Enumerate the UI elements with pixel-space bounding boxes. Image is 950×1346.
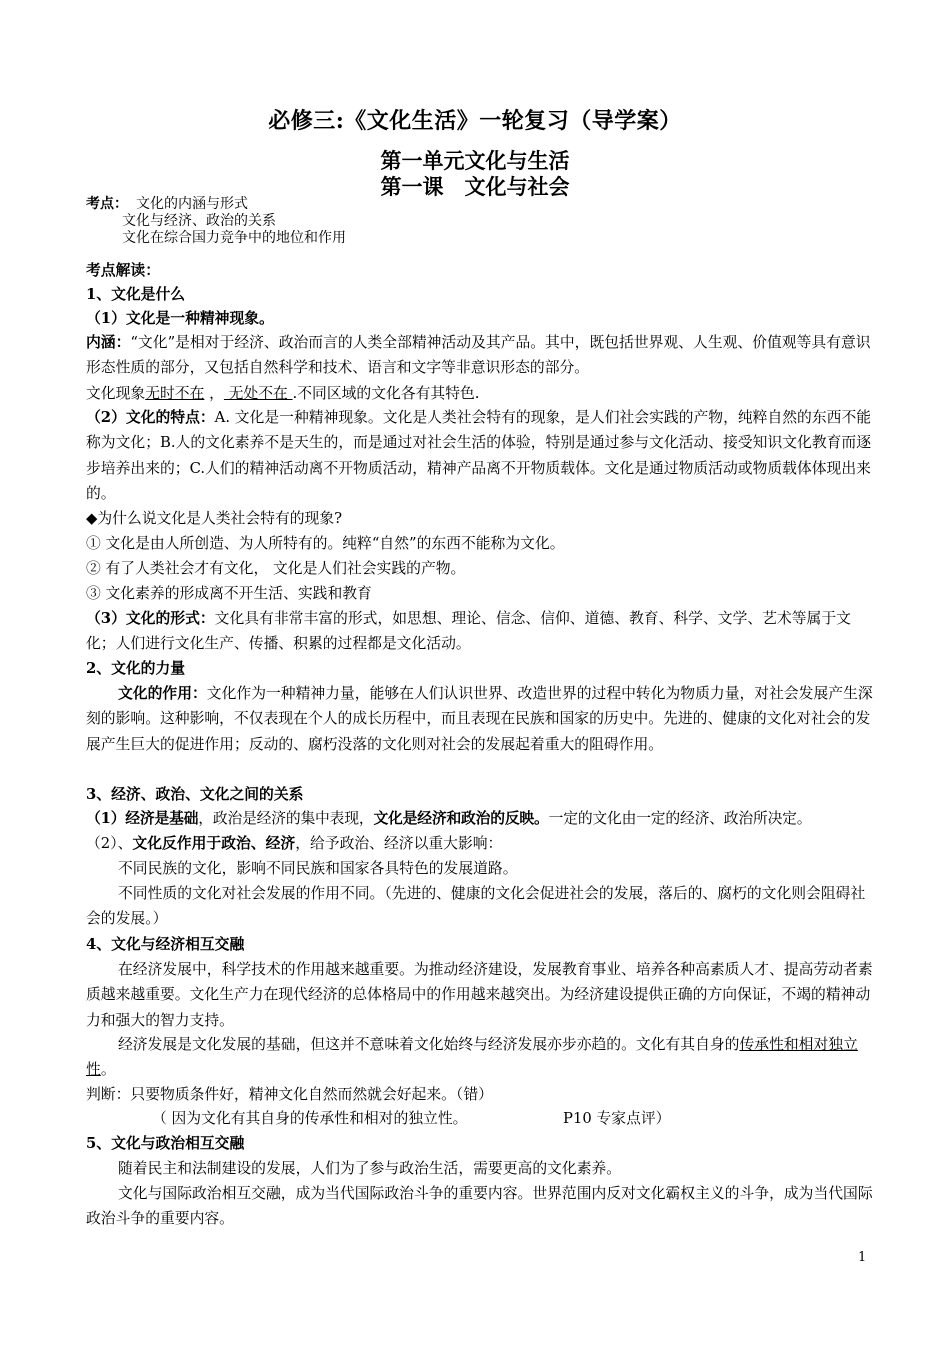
answer-line: ② 有了人类社会才有文化， 文化是人们社会实践的产物。 <box>86 560 466 577</box>
bold-text: 文化反作用于政治、经济 <box>132 835 296 852</box>
text-segment: 一定的文化由一定的经济、政治所决定。 <box>548 810 812 827</box>
section-heading: 1、文化是什么 <box>86 286 186 303</box>
reason-line: （ 因为文化有其自身的传承性和相对的独立性。 <box>152 1110 468 1127</box>
text-segment: ，政治是经济的集中表现， <box>198 810 374 827</box>
fanzuoyong-line <box>86 831 876 856</box>
kaodian-item: 文化的内涵与形式 <box>136 196 248 212</box>
tedian-paragraph <box>86 405 876 506</box>
neihan-paragraph <box>86 330 876 381</box>
text-segment: 。 <box>100 1061 116 1079</box>
xingshi-label: （3）文化的形式： <box>86 610 215 627</box>
bold-text: 文化是经济和政治的反映。 <box>373 810 549 827</box>
tedian-text: A. 文化是一种精神现象。文化是人类社会特有的现象，是人们社会实践的产物，纯粹自然的东西不能称为文化；B.人的文化素养不是天生的，而是通过对社会生活的体验，特别是通过参与文化活动、接受知识文化教育而逐步培养出来的；C.人们的精神活动离不开物质活动，精神产品离不开物质载体。文化是通过物质活动或物质载体体现出来的。 <box>86 409 872 502</box>
answer-line: ③ 文化素养的形成离不开生活、实践和教育 <box>86 585 372 602</box>
neihan-text: “文化”是相对于经济、政治而言的人类全部精神活动及其产品。其中，既包括世界观、人生观、价值观等具有意识形态性质的部分，又包括自然科学和技术、语言和文字等非意识形态的部分。 <box>86 334 871 377</box>
question-line: ◆为什么说文化是人类社会特有的现象? <box>86 510 343 527</box>
subsection-heading: （1）文化是一种精神现象。 <box>86 310 274 327</box>
underlined-text: 无处不在 <box>223 385 293 402</box>
kaodian-item: 文化与经济、政治的关系 <box>122 213 276 229</box>
kaodian-item: 文化在综合国力竞争中的地位和作用 <box>122 230 346 246</box>
underlined-text: 传承性和相对独立性 <box>86 1036 858 1079</box>
kaodian-label: 考点： <box>86 196 128 212</box>
section-heading: 5、文化与政治相互交融 <box>86 1135 245 1152</box>
unit-title: 第一单元文化与生活 <box>380 148 570 173</box>
zuoyong-text: 文化作为一种精神力量，能够在人们认识世界、改造世界的过程中转化为物质力量，对社会发展产生深刻的影响。这种影响，不仅表现在个人的成长历程中，而且表现在民族和国家的历史中。先进的、健康的文化对社会的发展产生巨大的促进作用；反动的、腐朽没落的文化则对社会的发展起着重大的阻碍作用。 <box>86 685 873 753</box>
xingshi-paragraph <box>86 606 876 657</box>
paragraph: 文化与国际政治相互交融，成为当代国际政治斗争的重要内容。世界范围内反对文化霸权主义的斗争，成为当代国际政治斗争的重要内容。 <box>86 1185 873 1228</box>
text-segment: ，给予政治、经济以重大影响： <box>295 835 503 852</box>
text-segment: 经济发展是文化发展的基础，但这并不意味着文化始终与经济发展亦步亦趋的。文化有其自身的 <box>118 1036 740 1053</box>
relation-line <box>86 806 886 831</box>
paragraph: 在经济发展中，科学技术的作用越来越重要。为推动经济建设，发展教育事业、培养各种高素质人才、提高劳动者素质越来越重要。文化生产力在现代经济的总体格局中的作用越来越突出。为经济建设提供正确的方向保证，不竭的精神动力和强大的智力支持。 <box>86 961 873 1029</box>
section-heading: 2、文化的力量 <box>86 660 186 677</box>
underlined-text: 无时不在 <box>145 385 205 402</box>
section-heading: 3、经济、政治、文化之间的关系 <box>86 786 304 803</box>
neihan-label: 内涵： <box>86 334 131 351</box>
paragraph-line: 不同民族的文化，影响不同民族和国家各具特色的发展道路。 <box>118 860 518 877</box>
paragraph: 不同性质的文化对社会发展的作用不同。（先进的、健康的文化会促进社会的发展，落后的、腐朽的文化则会阻碍社会的发展。） <box>86 885 866 928</box>
judgement-line: 判断：只要物质条件好，精神文化自然而然就会好起来。（错） <box>86 1086 493 1103</box>
zuoyong-paragraph <box>86 681 876 757</box>
text-segment: （2）、 <box>86 835 133 852</box>
text-segment: 文化现象 <box>86 385 146 402</box>
section-heading: 4、文化与经济相互交融 <box>86 936 245 953</box>
lesson-title: 第一课 文化与社会 <box>380 174 570 199</box>
answer-line: ① 文化是由人所创造、为人所特有的。纯粹“自然”的东西不能称为文化。 <box>86 535 565 552</box>
text-segment: .不同区域的文化各有其特色. <box>292 385 480 402</box>
paragraph <box>86 1032 876 1083</box>
page-number: 1 <box>858 1250 867 1265</box>
paragraph-line: 随着民主和法制建设的发展，人们为了参与政治生活，需要更高的文化素养。 <box>118 1160 622 1177</box>
bold-text: （1）经济是基础 <box>86 810 199 827</box>
tedian-label: （2）文化的特点： <box>86 409 215 426</box>
xingshi-text: 文化具有非常丰富的形式，如思想、理论、信念、信仰、道德、教育、科学、文学、艺术等属于文化；人们进行文化生产、传播、积累的过程都是文化活动。 <box>86 610 851 653</box>
reference-line: P10 专家点评） <box>563 1110 671 1127</box>
wenhua-xianxiang-line <box>86 381 876 406</box>
text-segment: ， <box>204 385 224 402</box>
zuoyong-label: 文化的作用： <box>118 685 207 702</box>
document-title: 必修三:《文化生活》一轮复习（导学案） <box>268 108 682 134</box>
jiedu-label: 考点解读： <box>86 262 160 279</box>
